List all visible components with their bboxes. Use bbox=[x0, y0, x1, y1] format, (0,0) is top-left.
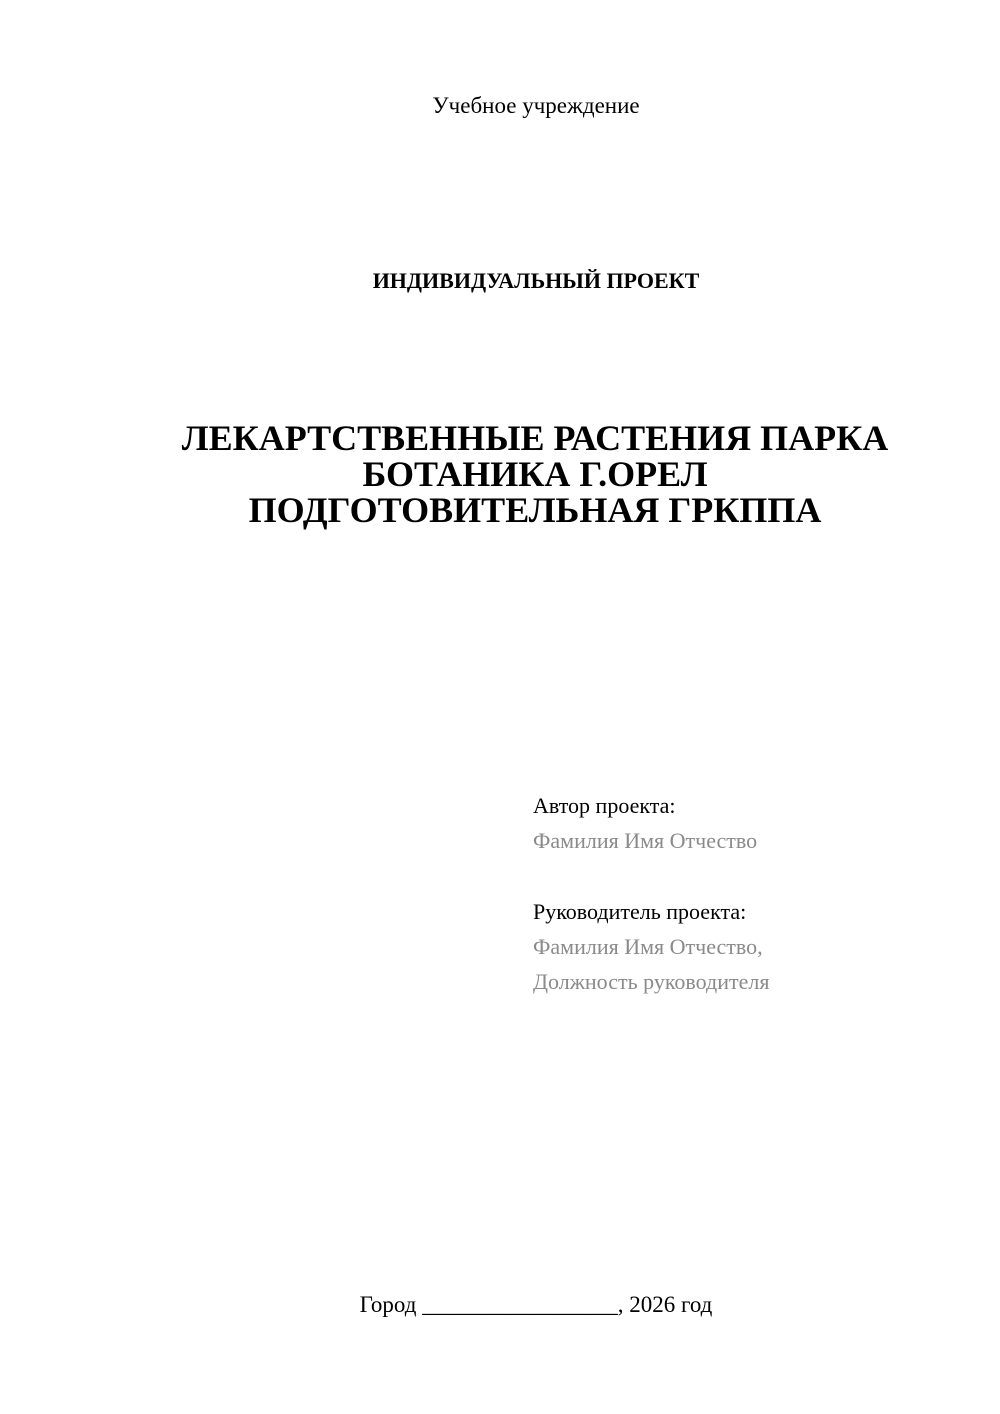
author-label: Автор проекта: bbox=[533, 793, 676, 818]
project-title-line-3: ПОДГОТОВИТЕЛЬНАЯ ГРКППА bbox=[248, 490, 822, 530]
supervisor-name: Фамилия Имя Отчество, bbox=[533, 934, 763, 959]
project-credits bbox=[533, 788, 769, 999]
credits-spacer bbox=[533, 858, 769, 894]
project-title bbox=[140, 420, 930, 528]
project-type-heading: ИНДИВИДУАЛЬНЫЙ ПРОЕКТ bbox=[372, 268, 700, 293]
supervisor-label: Руководитель проекта: bbox=[533, 899, 747, 924]
project-title-line-2: БОТАНИКА Г.ОРЕЛ bbox=[362, 454, 708, 494]
city-year-line: Город _________________, 2026 год bbox=[359, 1292, 713, 1317]
project-title-line-1: ЛЕКАРТСТВЕННЫЕ РАСТЕНИЯ ПАРКА bbox=[181, 418, 889, 458]
institution-name: Учебное учреждение bbox=[432, 93, 640, 118]
author-name: Фамилия Имя Отчество bbox=[533, 828, 758, 853]
supervisor-position: Должность руководителя bbox=[533, 969, 770, 994]
